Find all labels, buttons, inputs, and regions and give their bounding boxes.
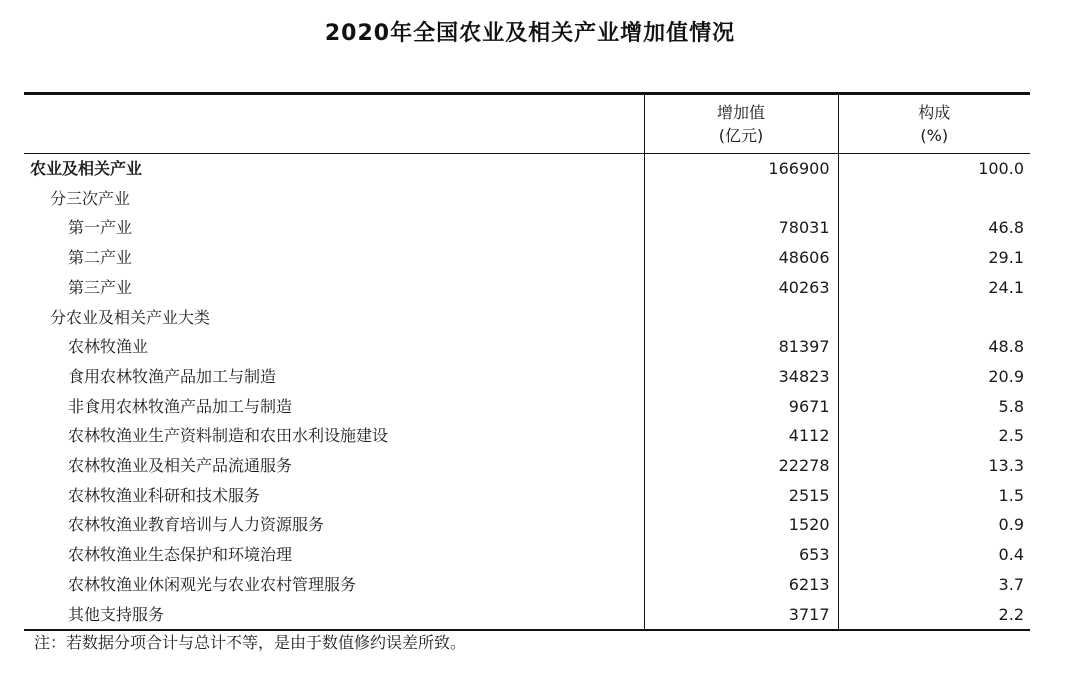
table-row — [24, 481, 1030, 511]
footnote: 注：若数据分项合计与总计不等，是由于数值修约误差所致。 — [34, 633, 467, 652]
table-row — [24, 570, 1030, 600]
row-value: 81397 — [644, 332, 838, 362]
header-share-title: 构成 — [918, 103, 951, 122]
row-label: 农林牧渔业及相关产品流通服务 — [24, 451, 644, 481]
row-share — [838, 184, 1030, 214]
table-row — [24, 332, 1030, 362]
table-row — [24, 510, 1030, 540]
row-label: 食用农林牧渔产品加工与制造 — [24, 362, 644, 392]
table-row — [24, 154, 1030, 184]
row-share: 46.8 — [988, 218, 1024, 238]
row-value: 40263 — [644, 273, 838, 303]
header-share-unit: (%) — [920, 126, 949, 145]
row-value: 4112 — [644, 421, 838, 451]
data-table-container — [24, 92, 1030, 631]
row-label: 农业及相关产业 — [24, 154, 644, 184]
row-label: 第三产业 — [24, 273, 644, 303]
header-share-cell — [838, 94, 1030, 154]
row-label: 农林牧渔业 — [24, 332, 644, 362]
header-label-cell — [24, 94, 644, 154]
row-value: 34823 — [644, 362, 838, 392]
row-label: 第一产业 — [24, 213, 644, 243]
row-value — [644, 303, 838, 333]
row-share: 48.8 — [988, 337, 1024, 357]
row-value: 9671 — [644, 392, 838, 422]
row-share: 0.9 — [998, 515, 1024, 535]
row-value: 78031 — [644, 213, 838, 243]
table-row — [24, 392, 1030, 422]
table-row — [24, 243, 1030, 273]
row-label: 其他支持服务 — [24, 600, 644, 631]
row-share: 24.1 — [988, 277, 1024, 297]
table-row — [24, 540, 1030, 570]
table-row — [24, 303, 1030, 333]
row-value: 653 — [644, 540, 838, 570]
row-share: 100.0 — [978, 159, 1024, 178]
row-share: 0.4 — [998, 545, 1024, 565]
row-share — [838, 303, 1030, 333]
row-value: 48606 — [644, 243, 838, 273]
header-value-unit: (亿元) — [718, 126, 764, 145]
row-share: 5.8 — [998, 396, 1024, 416]
row-share: 1.5 — [998, 485, 1024, 505]
table-row — [24, 362, 1030, 392]
table-row — [24, 421, 1030, 451]
table-header-row — [24, 94, 1030, 154]
row-value: 2515 — [644, 481, 838, 511]
row-share: 2.2 — [838, 600, 1030, 631]
table-row — [24, 273, 1030, 303]
row-share: 2.5 — [998, 426, 1024, 446]
table-body — [24, 154, 1030, 631]
header-value-cell — [644, 94, 838, 154]
row-label: 农林牧渔业休闲观光与农业农村管理服务 — [24, 570, 644, 600]
row-label: 农林牧渔业生态保护和环境治理 — [24, 540, 644, 570]
row-label: 分农业及相关产业大类 — [24, 303, 644, 333]
data-table — [24, 92, 1030, 631]
row-share: 3.7 — [998, 574, 1024, 594]
row-value: 22278 — [644, 451, 838, 481]
row-value: 6213 — [644, 570, 838, 600]
row-value: 166900 — [644, 154, 838, 184]
row-label: 农林牧渔业教育培训与人力资源服务 — [24, 510, 644, 540]
row-value: 3717 — [644, 600, 838, 631]
row-label: 农林牧渔业科研和技术服务 — [24, 481, 644, 511]
table-row — [24, 451, 1030, 481]
table-row — [24, 184, 1030, 214]
table-row — [24, 213, 1030, 243]
row-label: 非食用农林牧渔产品加工与制造 — [24, 392, 644, 422]
row-label: 第二产业 — [24, 243, 644, 273]
row-share: 13.3 — [988, 456, 1024, 476]
page-title: 2020年全国农业及相关产业增加值情况 — [324, 21, 736, 46]
row-label: 农林牧渔业生产资料制造和农田水利设施建设 — [24, 421, 644, 451]
row-value: 1520 — [644, 510, 838, 540]
table-row — [24, 600, 1030, 631]
row-value — [644, 184, 838, 214]
row-share: 29.1 — [988, 248, 1024, 268]
row-share: 20.9 — [988, 366, 1024, 386]
header-value-title: 增加值 — [716, 103, 765, 122]
row-label: 分三次产业 — [24, 184, 644, 214]
